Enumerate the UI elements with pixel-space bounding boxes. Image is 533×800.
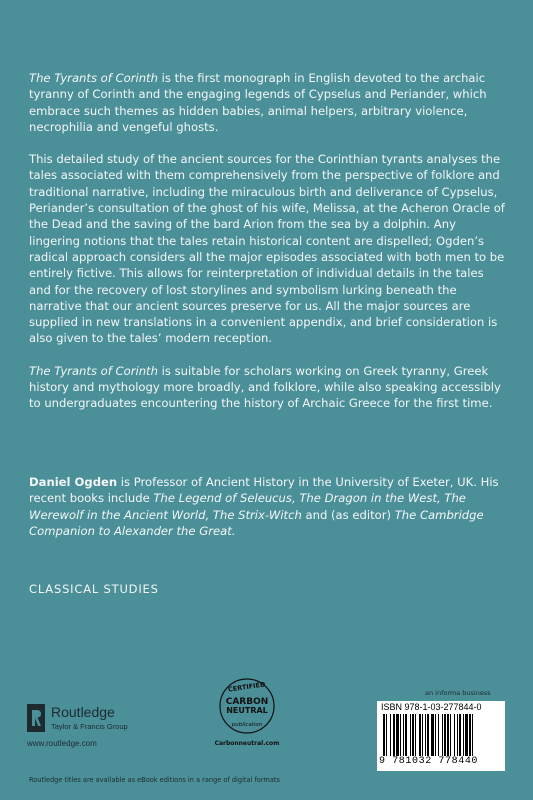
barcode-bar — [447, 714, 449, 756]
author-books: The Legend of Seleucus, The Dragon in the West, The Werewolf in the Ancient World, The Strix-Witch — [29, 491, 466, 522]
barcode-bar — [427, 714, 429, 756]
barcode-bar — [463, 714, 464, 756]
blurb-paragraph-1: The Tyrants of Corinth is the first monograph in English devoted to the archaic tyranny of Corinth and the engaging legends of Cypselus and Periander, which embrace such themes as hidden babies, animal helpers, arbitrary violence, necrophilia and vengeful ghosts. — [29, 71, 487, 134]
routledge-logo-icon — [27, 704, 45, 732]
barcode-bar — [444, 714, 446, 756]
ebook-footnote: Routledge titles are available as eBook editions in a range of digital formats — [29, 776, 280, 784]
blurb-paragraph-2: This detailed study of the ancient sources for the Corinthian tyrants analyses the tales associated with them comprehensively from the perspective of folklore and traditional narrative, including the miraculous birth and deliverance of Cypselus, Periander’s consultation of the ghost of his wife, Melissa, at the Acheron Oracle of the Dead and the saving of the bard Arion from the sea by a dolphin. Any lingering notions that the tales retain historical content are dispelled; Ogden’s radical approach considers all the major episodes associated with both men to be entirely fictive. This allows for reinterpretation of individual details in the tales and for the recovery of lost storylines and symbolism lurking beneath the narrative that our ancient sources preserve for us. All the major sources are supplied in new translations in a convenient appendix, and brief consideration is also given to the tales’ modern reception. — [29, 152, 505, 346]
carbon-sub-text: publication — [231, 722, 263, 728]
informa-tagline: an informa business — [425, 689, 491, 697]
barcode-bar — [383, 714, 385, 756]
carbon-url: Carbonneutral.com — [214, 740, 280, 747]
barcode-bar — [422, 714, 423, 756]
isbn-label: ISBN 978-1-03-277844-0 — [381, 702, 482, 712]
publisher-logo — [27, 702, 177, 752]
carbon-main1-text: CARBON — [225, 697, 269, 707]
barcode-bar — [393, 714, 395, 756]
barcode-bar — [419, 714, 421, 756]
barcode-bar — [403, 714, 404, 756]
carbon-top-text: CERTIFIED — [227, 680, 266, 694]
barcode-bar — [425, 714, 426, 756]
publisher-name: Routledge — [51, 704, 115, 720]
barcode-bar — [465, 714, 468, 756]
blurb — [29, 70, 507, 428]
barcode-bar — [459, 714, 461, 756]
book-title: The Tyrants of Corinth — [29, 363, 158, 378]
barcode-bar — [405, 714, 407, 756]
publisher-url: www.routledge.com — [27, 739, 97, 748]
barcode-bar — [454, 714, 455, 756]
barcode-bar — [472, 714, 473, 756]
barcode-bar — [410, 714, 411, 756]
barcode-icon — [383, 714, 499, 756]
isbn-digits: 9 781032 778440 — [379, 756, 479, 767]
barcode-bar — [400, 714, 401, 756]
blurb-paragraph-3: The Tyrants of Corinth is suitable for scholars working on Greek tyranny, Greek history and mythology more broadly, and folklore, while also speaking accessibly to undergraduates encountering the history of Archaic Greece for the first time. — [29, 363, 501, 411]
author-bio: Daniel Ogden is Professor of Ancient History in the University of Exeter, UK. His recent books include The Legend of Seleucus, The Dragon in the West, The Werewolf in the Ancient World, The Strix-Witch and (as editor) The Cambridge Companion to Alexander the Great. — [29, 475, 499, 538]
carbon-neutral-icon — [212, 674, 282, 740]
barcode-bar — [438, 714, 439, 756]
publisher-group: Taylor & Francis Group — [51, 722, 128, 731]
barcode-bar — [442, 714, 443, 756]
edited-book: The Cambridge Companion to Alexander the Great. — [29, 507, 484, 538]
barcode-bar — [415, 714, 416, 756]
barcode-bar — [457, 714, 458, 756]
barcode-bar — [469, 714, 471, 756]
barcode-bar — [412, 714, 414, 756]
book-title: The Tyrants of Corinth — [29, 71, 158, 85]
barcode-bar — [390, 714, 391, 756]
barcode-bar — [431, 714, 434, 756]
carbon-main2-text: NEUTRAL — [226, 706, 268, 715]
category-label: CLASSICAL STUDIES — [29, 582, 159, 596]
author-name: Daniel Ogden — [29, 475, 118, 489]
barcode-bar — [435, 714, 436, 756]
barcode-bar — [450, 714, 451, 756]
carbon-neutral-badge — [212, 674, 282, 754]
barcode-bar — [386, 714, 387, 756]
isbn-barcode — [377, 701, 505, 771]
barcode-bar — [396, 714, 399, 756]
